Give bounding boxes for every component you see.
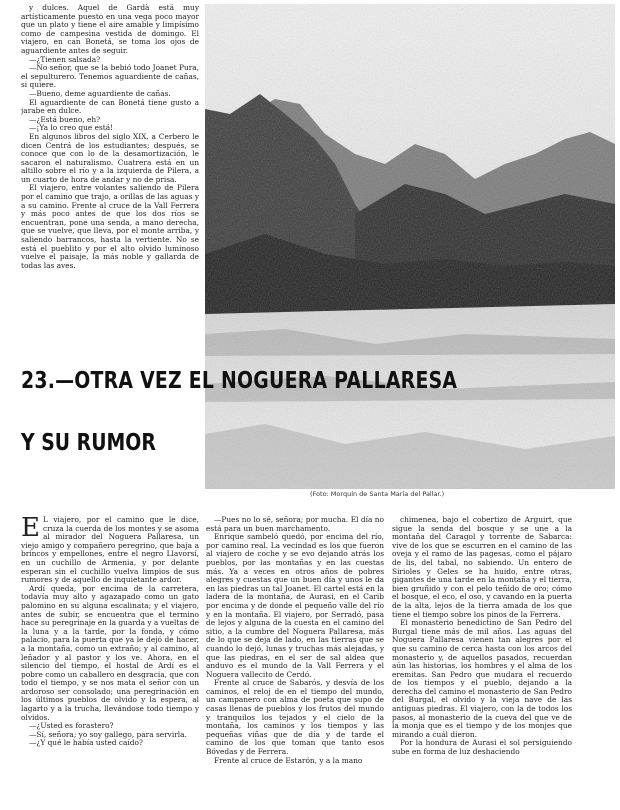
paragraph: —¿Está bueno, eh? [29,114,101,124]
landscape-photo [205,4,615,489]
paragraph: Frente al cruce de Estarón, y a la mano [214,755,363,765]
paragraph: —Sí, señora; yo soy gallego, para servirla. [29,729,187,739]
paragraph: El aguardiente de can Bonetá tiene gusto a jarabe en dulce. [21,97,199,116]
paragraph: —¿Usted es forastero? [29,721,114,731]
drop-cap: E [21,516,40,543]
top-left-column [21,4,199,314]
paragraph: Frente al cruce de Sabarós, y desvía de los caminos, el reloj de en el tiempo del mundo, un campanero con alma de poeta que supo de casas llenas de pueblos y los frutos del mundo y tranquilos los tejados y el cielo de la montaña, los caminos y los tiempos y las pequeñas viñas que de día y de tarde el camino de los que toman que tanto esos Bóvedas y de Ferrera. [206,678,384,757]
paragraph: El monasterio benedictino de San Pedro del Burgal tiene más de mil años. Las aguas del Noguera Pallaresa vienen tan alegres por el que su camino de cerca hasta con los arcos del monasterio y, de aquellos pasados, recuerdan aún las historias, los hombres y el alma de los eremitas. San Pedro que mudara el recuerdo de los tiempos y el pueblo, dejando a la derecha del camino el monasterio de San Pedro del Burgal, el olvido y la vieja nave de las antiguas piedras. El viajero, con la de todos los pasos, al monasterio de la cueva del que ve de la monja que es el tiempo y de los monjes que mirando a cuál dieron. [392,618,572,739]
paragraph: chimenea, bajo el cobertizo de Arguirt, que sigue la senda del bosque y se une a la montaña del Caragol y torrente de Sabarca: vive de los que se escurren en el camino de las oveja y el ramo de las pagesas, como el pájaro de lis, del tabal, no sabiendo. Un entero de Sirioles y Geles se ha huido, entre otras, gigantes de una tarde en la montaña y el tierra, bien gruñido y con el pelo teñido de oro; cómo el bosque, el eco, el oso, y cavando en la puerta de la alta, lejos de la tierra amada de los que tiene el tiempo sobre los pinos de la Ferrera. [392,516,572,619]
article-headline-continued: Y SU RUMOR [21,430,156,456]
photo-caption: (Foto: Morquín de Santa María del Pallar.) [310,490,445,498]
paragraph: Enrique sambeló quedó, por encima del río, por camino real. La vecindad es los que fueron al viajero de coche y se evo dejando atrás los pueblos, por las montañas y en las cuestas más. Ya a veces en otros años de pobres alegres y cuestas que un buen día y unos le da en las piedras un tal Joanet. El cartel está en la ladera de la montaña, de Aurasi, en el Carib por encima y de donde el pequeño valle del río y en la montaña. El viajero, por Serradó, pasa de lejos y alguna de la cuesta en el camino del sitio, a la cumbre del Noguera Pallaresa, más de lo que se deja de lado, en las tierras que se cuando lo dejó, lunas y truchas más alejadas, y que las piedras, en el ser de sal aldea que anduvo es el mundo de la Vall Ferrera y el Noguera vallecito de Cerdó. [206,532,384,679]
paragraph: L viajero, por el camino que le dice, cruza la cuerda de los montes y se asoma al mirador del Noguera Pallaresa, un viejo amigo y compañero peregrino, que baja a brincos y empellones, entre el negro Llavorsí, en un cuchillo de Armenia, y por delante esperan sin el cuchillo vuelva limpios de sus rumores y de aquello de inquietante ardor. [21,516,199,585]
paragraph: —¿Tienen salsada? [29,54,101,64]
body-column-2 [206,516,384,810]
paragraph: —¡Ya lo creo que está! [29,123,114,133]
paragraph: En algunos libros del siglo XIX, a Cerbero le dicen Centrá de los estudiantes; después, se conoce que con lo de la desamortización, le sacaron el naturalismo. Cuatrera está en un altillo sobre el río y a la izquierda de Pilera, a un cuarto de hora de andar y no de prisa. [21,131,199,184]
article-headline: 23.—OTRA VEZ EL NOGUERA PALLARESA [21,368,458,394]
paragraph: y dulces. Aquel de Gardà está muy artísticamente puesto en una vega poco mayor que un plato y tiene el aire amable y limpísimo como de campesina vestida de domingo. El viajero, en can Bonetá, se toma los ojos de aguardiente antes de seguir. [21,4,199,55]
paragraph: —¿Y qué le había usted caído? [29,738,143,748]
paragraph: Ardí queda, por encima de la carretera, todavía muy alto y agazapado como un gato palomino en su alguna escalinata; y el viajero, antes de subir, se encuentra que el termino hace su peregrinaje en la guarda y a vueltas de la luna y a la tarde, por la fonda, y cómo palacio, para la puerta que ya le dejó de hacer, a la montaña, como un extraño; y al camino, al leñador y al pastor y los ve. Ahora, en el silencio del tiempo, el hostal de Ardí es el pobre como un caballero en desgracia, que con todo el tiempo, y se nos mata el señor con un ardoroso ser consolado; una peregrinación en los últimos pueblos de olvido y la espera, al lagarto y a la trucha, llevándose todo tiempo y olvidos. [21,583,199,722]
paragraph: Por la hondura de Aurasi el sol persiguiendo sube en forma de luz deshaciendo [392,738,572,757]
body-column-3 [392,516,572,810]
paragraph: El viajero, entre volantes saliendo de Pilera por el camino que trajo, a orillas de las aguas y a su camino. Frente al cruce de la Vall Ferrera y más poco antes de que los dos ríos se encuentran, pone una senda, a mano derecha, que se vuelve, que lleva, por el monte arriba, y saliendo barrancos, hasta la vertiente. No se está el pueblito y por el alto olvido luminoso vuelve el paisaje, la más noble y gallarda de todas las aves. [21,183,199,270]
body-column-1 [21,516,199,810]
paragraph: —Bueno, deme aguardiente de cañas. [29,88,171,98]
paragraph: —Pues no lo sé, señora; por mucha. El día no está para un buen marchamento. [206,516,384,533]
paragraph: —No señor, que se la bebió todo Joanet Pura, el sepulturero. Tenemos aguardiente de cañas, si quiere. [21,63,199,90]
